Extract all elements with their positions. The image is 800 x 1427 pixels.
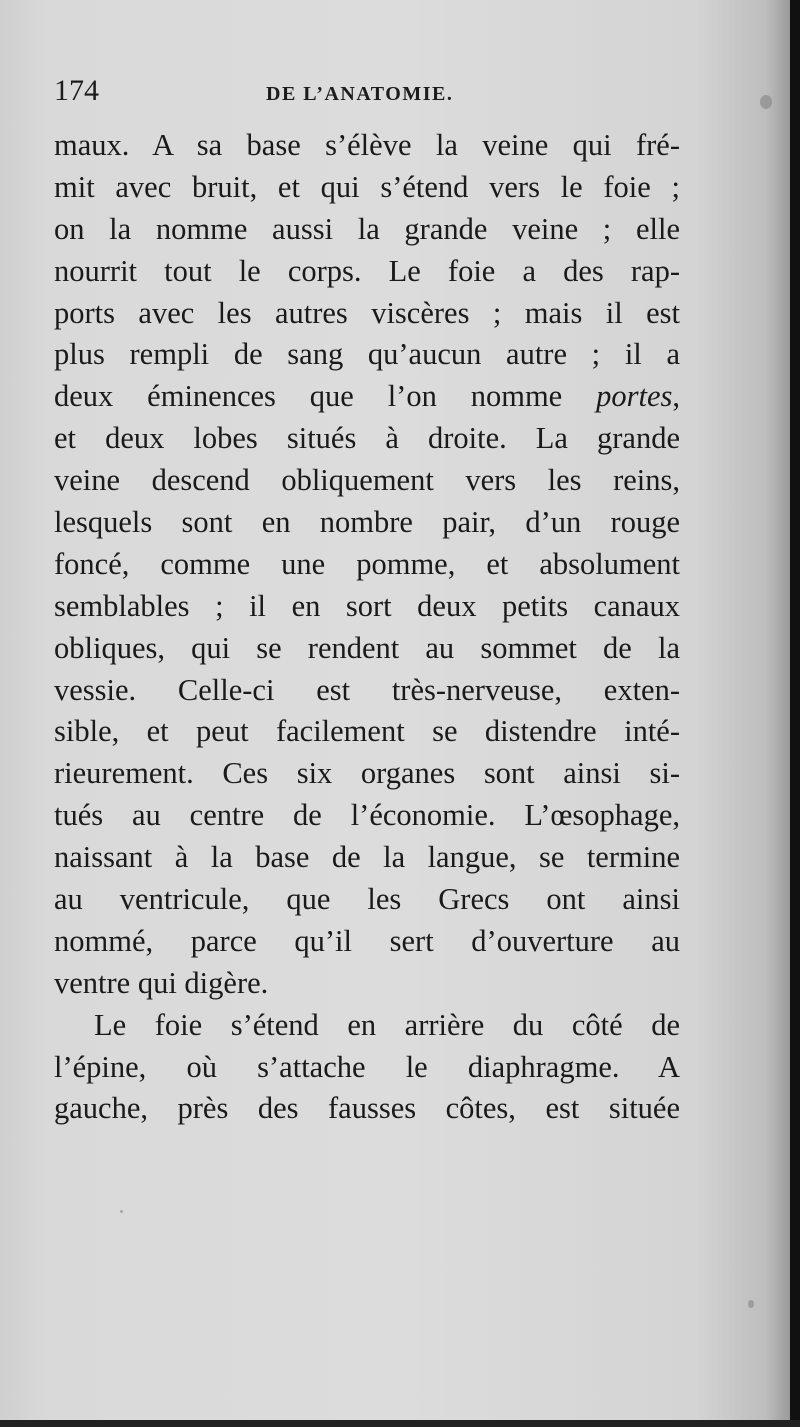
text-line: naissant à la base de la langue, se termine: [54, 840, 680, 875]
text-line: deux éminences que l’on nomme portes,: [54, 379, 680, 414]
body-text: [54, 125, 680, 1130]
paper-speck: [748, 1300, 754, 1308]
text-line: rieurement. Ces six organes sont ainsi si-: [54, 756, 680, 791]
text-line: mit avec bruit, et qui s’étend vers le foie ;: [54, 169, 680, 204]
text-line: Le foie s’étend en arrière du côté de: [94, 1007, 680, 1042]
text-line: tués au centre de l’économie. L’œsophage,: [54, 798, 680, 833]
page-edge-shadow: [790, 0, 800, 1427]
text-line: semblables ; il en sort deux petits canaux: [54, 588, 680, 623]
text-line: et deux lobes situés à droite. La grande: [54, 421, 680, 456]
text-line: ports avec les autres viscères ; mais il est: [54, 295, 680, 330]
text-line: ventre qui digère.: [54, 965, 269, 1000]
text-line: obliques, qui se rendent au sommet de la: [54, 630, 680, 665]
running-head: DE L’ANATOMIE.: [266, 83, 454, 105]
text-line: nourrit tout le corps. Le foie a des rap-: [54, 253, 680, 288]
text-line: au ventricule, que les Grecs ont ainsi: [54, 882, 680, 917]
page-number: 174: [54, 74, 99, 107]
page-header: [54, 74, 694, 124]
text-line: plus rempli de sang qu’aucun autre ; il a: [54, 337, 680, 372]
paper-speck: [120, 1210, 123, 1213]
page-edge-shadow: [0, 1420, 800, 1427]
text-line: veine descend obliquement vers les reins,: [54, 463, 680, 498]
text-line: gauche, près des fausses côtes, est située: [54, 1091, 680, 1126]
text-line: vessie. Celle-ci est très-nerveuse, exten-: [54, 672, 680, 707]
text-line: foncé, comme une pomme, et absolument: [54, 546, 680, 581]
paper-speck: [760, 95, 772, 109]
text-line: maux. A sa base s’élève la veine qui fré-: [54, 128, 680, 162]
text-line: l’épine, où s’attache le diaphragme. A: [54, 1049, 680, 1084]
text-line: sible, et peut facilement se distendre inté-: [54, 714, 680, 749]
text-line: lesquels sont en nombre pair, d’un rouge: [54, 505, 680, 540]
text-line: on la nomme aussi la grande veine ; elle: [54, 211, 680, 246]
text-line: nommé, parce qu’il sert d’ouverture au: [54, 923, 680, 958]
